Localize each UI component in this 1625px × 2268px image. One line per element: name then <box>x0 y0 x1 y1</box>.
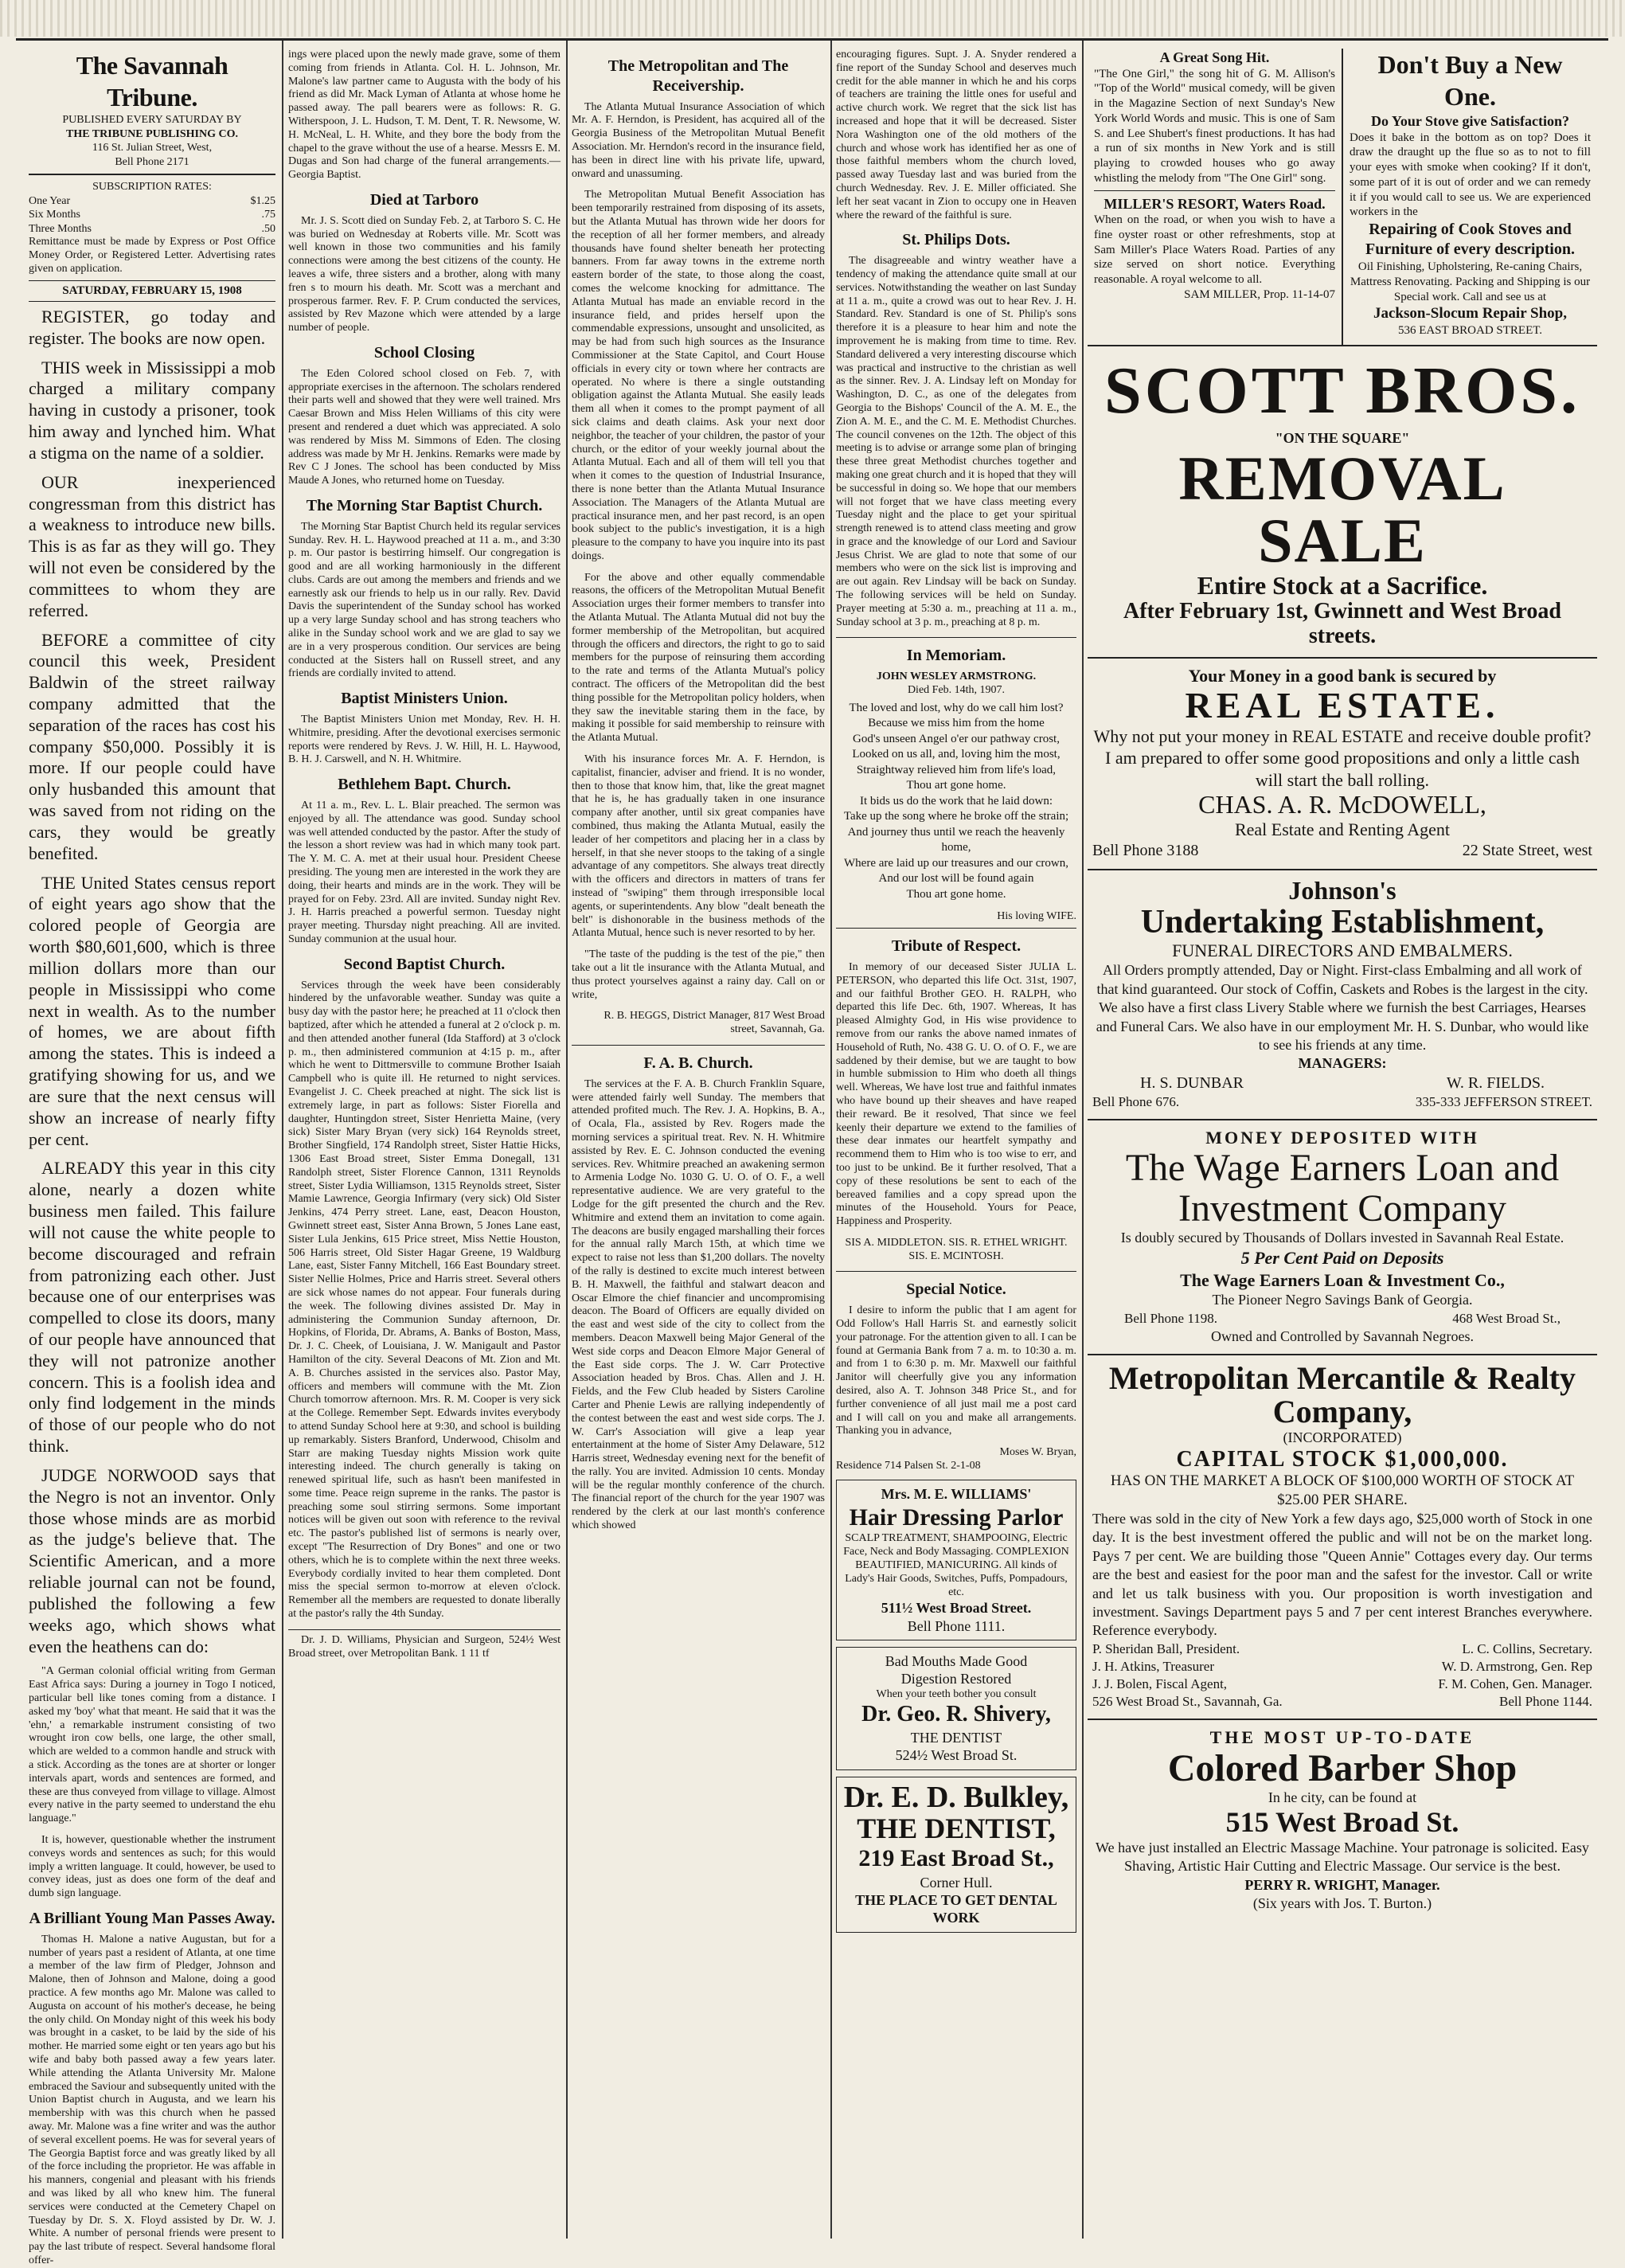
column-insurance <box>572 49 825 2239</box>
article-headline: Second Baptist Church. <box>343 955 506 973</box>
editorial-paragraph: THIS week in Mississippi a mob charged a military company having in custody a prisoner, took him away and lynched him. What a stigma on the name of a soldier. <box>29 357 275 463</box>
ad-capital: CAPITAL STOCK $1,000,000. <box>1176 1446 1509 1472</box>
ad-subhead: THE MOST UP-TO-DATE <box>1209 1727 1475 1748</box>
ad-officer: L. C. Collins, Secretary. <box>1462 1640 1592 1656</box>
ad-officer: W. D. Armstrong, Gen. Rep <box>1441 1658 1592 1674</box>
ad-managers-row <box>1092 1073 1592 1093</box>
rate-row <box>29 208 275 221</box>
ad-address: 536 EAST BROAD STREET. <box>1397 324 1543 337</box>
ad-address: 22 State Street, west <box>1462 841 1592 859</box>
ad-officer: J. J. Bolen, Fiscal Agent, <box>1092 1676 1228 1691</box>
article-headline: In Memoriam. <box>906 647 1006 665</box>
divider <box>29 174 275 175</box>
article-body: Thomas H. Malone a native Augustan, but for a number of years past a resident of Atlanta, at one time a member of the law firm of Pledger, Johnson and Malone, then of Johnson and Malone, doing a good practice. A few months ago Mr. Malone was called to Augusta on account of his mother's decease, he being the only child. On Monday night of this week his body was brought in a casket, to be laid by the side of his mother. He married some eight or ten years ago but his wife and baby both passed away a few years later. While attending the Atlanta University Mr. Malone embraced the Saviour and subsequently united with the Union Baptist church in Augusta, and we learn his membership with was this church when he passed away. Mr. Malone was a fine writer and was the author of several excellent poems. He was for several years of The Georgia Baptist force and was greatly liked by all of the force including the proprietor. He was affable in his manners, congenial and pleasant with his friends and was liked by all who knew him. The funeral services were conducted at the Cemetery Chapel on Tuesday by Dr. S. X. Floyd assisted by Dr. W. J. White. A number of personal friends were present to pay the last tribute of respect. Several handsome floral offer- <box>29 1933 275 2266</box>
rate-label: Three Months <box>29 222 92 235</box>
divider <box>836 1271 1076 1272</box>
ad-phone: Bell Phone 3188 <box>1092 841 1199 859</box>
ad-headline: Undertaking Establishment, <box>1140 903 1545 940</box>
article-body: The Morning Star Baptist Church held its regular services Sunday. Rev. H. L. Haywood preached at 11 a. m., and 3:30 p. m. Our pastor is bestirring himself. Our congregation is good and are all working harmoniously in the different clubs. Cards are out among the members and friends and we earnestly ask our friends to help us in our rally. Rev. David Davis the superintendent of the Sunday school has worked up a very large Sunday school and has strong teachers who alike in the Sunday school work and we are glad to say we are in a very prosperous condition. Our services are being conducted at the Sisters hall on Russell street, and any friends are cordially invited to attend. <box>288 520 561 680</box>
editorial-paragraph: OUR inexperienced congressman from this district has a weakness to introduce new bills. This is as far as they will go. They will not even be considered by the committees to whom they are referred. <box>29 471 275 620</box>
article-headline: School Closing <box>373 343 475 362</box>
quoted-article: "A German colonial official writing from German East Africa says: During a journey in Togo I noticed, particular bell like tones coming from a distance. I asked my 'boy' what that meant. He said that it was the 'ehn,' a remarkable instrument consisting of two wrought iron cow bells, one large, the other small, which are welded to a common handle and struck with a stick. According as the tones are at shorter or longer intervals apart, words and sentences are formed, and these are thus conveyed from village to village. Almost every native in the party seemed to understand the ehu language." <box>29 1665 275 1825</box>
ad-phone: Bell Phone 1144. <box>1499 1693 1592 1709</box>
editorial-paragraph: BEFORE a committee of city council this week, President Baldwin of the street railway company admitted that the separation of the races has cost his company $50,000. Possibly it is more. If our people could have only husbanded this amount that was saved from not riding on the cars, they would be greatly benefited. <box>29 629 275 863</box>
column-advertisements <box>1088 49 1597 2239</box>
dateline: SATURDAY, FEBRUARY 15, 1908 <box>29 280 275 302</box>
memoriam-poem: The loved and lost, why do we call him lost? Because we miss him from the home God's unseen Angel o'er our pathway crost, Looked on us all, and, loving him the most, Straightway relieved him from life's load, Thou art gone home. It bids us do the work that he laid down: Take up the song where he broke off the strain; And journey thus until we reach the heavenly home, Where are laid up our treasures and our crown, And our lost will be found again Thou art gone home. <box>843 701 1069 901</box>
stove-repair-ad <box>1342 49 1597 345</box>
divider <box>288 1629 561 1630</box>
ad-signature: SAM MILLER, Prop. 11-14-07 <box>1184 287 1335 301</box>
ad-subhead: Do Your Stove give Satisfaction? <box>1371 113 1569 129</box>
article-headline: Bethlehem Bapt. Church. <box>338 776 511 794</box>
classified-ad: Dr. J. D. Williams, Physician and Surgeon, 524½ West Broad street, over Metropolitan Bank. 1 11 tf <box>288 1633 561 1660</box>
ad-text: HAS ON THE MARKET A BLOCK OF $100,000 WORTH OF STOCK AT $25.00 PER SHARE. <box>1110 1472 1575 1509</box>
editorial-paragraph: JUDGE NORWOOD says that the Negro is not an inventor. Only those whose minds are as morbid as the judge's believe that. The Scientific American, and a more reliable journal can not be found, published the following a few weeks ago, which shows what even the heathens can do: <box>29 1464 275 1656</box>
masthead: The Savannah Tribune. <box>76 51 229 111</box>
ad-subhead: Entire Stock at a Sacrifice. <box>1197 571 1488 600</box>
article-headline: Baptist Ministers Union. <box>341 690 508 708</box>
ad-headline: A Great Song Hit. <box>1159 49 1270 65</box>
article-body: The Metropolitan Mutual Benefit Association has been temporarily restrained from disposing of its assets, but the Atlanta Mutual has thrown wide her doors for the reception of all her former members, and already thousands have found shelter beneath her protecting banners. From far away towns in the extreme north eastern border of the state, to those along the coast, comes the welcome knocking for admittance. The Atlanta Mutual has made an enviable record in the insurance field, and prides herself upon the commendable expressions, unsought and unsolicited, as may be had from such high sources as the Insurance Commissioner at the State Capitol, and Court House officials in every city or town where her contracts are operated. No where is there a single outstanding obligation against the Atlanta Mutual. She easily leads them all when it comes to the prompt payment of all sick claims and death claims. Ask your next door neighbor, the teacher of your children, the pastor of your church, or the editor of your weekly journal about the Atlanta Mutual. Each and all of them will tell you that when it comes to the question of Industrial Insurance, there is none better than the Atlanta Mutual Insurance Association. The Managers of the Atlanta Mutual are practical insurance men, and her past record, is an open book subject to the public's investigation, it is a high pleasure to the company to have you inquire into its past doings. <box>572 189 825 562</box>
editorial-paragraph: THE United States census report of eight years ago show that the colored people of Georgia are worth $80,601,600, which is three million dollars more than our people in Mississippi who come next in wealth. As to the number of homes, we are about fifth among the states. This is indeed a gratifying showing for us, and we are sure that the next census will show an increase of nearly fifty per cent. <box>29 872 275 1149</box>
dentist-ad <box>836 1647 1076 1770</box>
ad-subhead: MONEY DEPOSITED WITH <box>1205 1127 1479 1148</box>
ad-text: After February 1st, Gwinnett and West Broad streets. <box>1123 599 1561 649</box>
ad-subhead: FUNERAL DIRECTORS AND EMBALMERS. <box>1172 940 1513 960</box>
ad-officer: F. M. Cohen, Gen. Manager. <box>1438 1676 1592 1691</box>
ad-manager: W. R. FIELDS. <box>1446 1073 1545 1092</box>
column-church-notices <box>836 49 1076 2239</box>
rate-label: One Year <box>29 194 71 207</box>
real-estate-ad <box>1088 659 1597 870</box>
article-headline: F. A. B. Church. <box>643 1054 753 1072</box>
ad-headline: REAL ESTATE. <box>1185 685 1500 726</box>
article-body: For the above and other equally commendable reasons, the officers of the Metropolitan Mutual Benefit Association urges their former members to transfer into the Atlanta Mutual. The Atlanta Mutual did not buy the former membership of the Metropolitan, but acquired through the officers and directors, the right to go to said members for the purpose of reinsuring them according to the rate and terms of the Atlanta Mutual's policy contract. The officers of the Metropolitan did the best thing possible for the Metropolitan policy holders, when they saw the inevitable staring them in the face, by making it possible for said membership to reinsure with the Atlanta Mutual. <box>572 571 825 745</box>
ad-phone: Bell Phone 1198. <box>1124 1310 1217 1326</box>
article-headline: St. Philips Dots. <box>902 231 1010 249</box>
article-body: Mr. J. S. Scott died on Sunday Feb. 2, at Tarboro S. C. He was buried on Wednesday at Roberts ville. Mr. Scott was well known in those two communities and his family connections were among the best citizens of the county. He leaves a wife, three sisters and a brother, along with many fren s to mourn his death. Mr. Scott was a merchant and prosperous farmer. Rev. F. P. Crum conducted the services, assisted by Rev Mazone which were attended by a large number of people. <box>288 214 561 334</box>
top-ads-row <box>1088 49 1597 346</box>
rates-table <box>29 194 275 236</box>
ad-contact-row <box>1092 1310 1592 1328</box>
ad-headline: MILLER'S RESORT, Waters Road. <box>1104 195 1326 212</box>
rate-label: Six Months <box>29 209 80 221</box>
hair-parlor-ad <box>836 1480 1076 1640</box>
ad-subhead: Digestion Restored <box>900 1671 1012 1687</box>
rate-price: .75 <box>261 209 275 221</box>
ad-text: When your teeth bother you consult <box>876 1687 1037 1700</box>
ad-headline: Metropolitan Mercantile & Realty Company, <box>1108 1360 1576 1430</box>
publisher-phone: Bell Phone 2171 <box>115 155 189 168</box>
ad-address: 524½ West Broad St. <box>895 1747 1018 1764</box>
ad-officer-row <box>1092 1658 1592 1676</box>
ad-contact-row <box>1092 841 1592 861</box>
article-body: With his insurance forces Mr. A. F. Herndon, is capitalist, financier, adviser and friend. It is no wonder, then to those that know him, that, like the great magnet that he is, he has gradually taken in one insurance company after another, until six great companies have combined, thus making the Atlanta Mutual, easily the leader of her competitors and placing her in a class by herself, in that she never stoops to the taking of a single advantage of any competitors. She always treat directly with the officers and directors in matters of trans fer instead of "swiping" them through irresponsible local agents, or superintendents. Any blow "dealt beneath the belt" is dishonorable in the business methods of the Atlanta Mutual, hence such is never resorted to by her. <box>572 753 825 940</box>
ad-banner: SCOTT BROS. <box>1104 353 1580 428</box>
publisher-company: THE TRIBUNE PUBLISHING CO. <box>65 127 238 140</box>
article-body: Services through the week have been considerably hindered by the unfavorable weather. Sunday was quite a busy day with the pastor here; he preached at 11 o'clock then baptized, after which he attended a funeral at 2 o'clock p. m. and then attended another funeral (Ida Stafford) at 3 o'clock p. m., then administered communion at 4:15 p. m., after which he went to Dittmersville to commune Brother Isaiah Campbell who is quite ill. He returned to night services. Evangelist J. C. Cheek preached at night. The sick list is extremely large, in part as follows: Sister Fiorella and daughter, Huntingdon street, Sister Henrietta Maine, (very sick) Sister Mary Bryan (very sick) 164 Reynolds street, Brother Singfield, 174 Randolph street, Sister Hattie Hicks, 1306 East Broad street, Sister Emma Donegall, 131 Randolph street, Sister Florence Cannon, 1311 Reynolds street, Sister Lydia Williamson, 1315 Reynolds street, Sister Mamie Lawrence, Georgia Infirmary (very sick) Old Sister Jenkins, 474 Perry street. Lane, east, Deacon Houston, Gwinnett street east, Sister Anna Brown, 5 Jones Lane east, Sister Lula Jenkins, 615 Price street, Miss Nettie Houston, 506 Harris street, Old Sister Hagar Greene, 19 Waldburg Lane, east, Sister Fanny Mitchell, 166 East Boundary street. Sister Nellie Holmes, Price and Harris street. Several others are sick whose names do not appear. Four funerals during the week. The following divines assisted Dr. May in administering the Communion Sunday afternoon, Dr. Hopkins, of Florida, Dr. Abrams, A. Banks of Boston, Mass, Dr. J. C. Cheek, of Louisiana, J. W. Manigault and Pastor Hamilton of the city. Several Deacons of Mt. Zion and Mt. A. B. Churches assisted in the services also. Pastor May, officers and members will commune with the Mt. Zion Church tomorrow afternoon. Mrs. R. M. Cooper is very sick at the College. Remember Sept. Edwards invites everybody to attend Sunday School here at 9:30, and school is building up remarkably. Sisters Branford, Underwood, Chisolm and Starr are making Tuesday nights Mission work quite interesting indeed. The church generally is taking on renewed spiritual life, such as hasn't been manifested in some time. Peace reign supreme in the ranks. The pastor is preaching some soul stirring sermons. Some important notices will be given out soon with reference to the revival etc. The pastor's published list of sermons is nearly over, except "The Resurrection of Dry Bones" and one or two others, which he is to complete within the next three weeks. Everybody cordially invited to hear them completed. Dont miss the special sermon to-morrow at eleven o'clock. Remember all the members are requested to donate liberally at the pastor's rally the 4th Sunday. <box>288 979 561 1621</box>
ad-text: In he city, can be found at <box>1268 1789 1417 1805</box>
column-rule <box>282 41 283 2239</box>
ad-name: Dr. E. D. Bulkley, <box>843 1780 1069 1814</box>
rates-title: SUBSCRIPTION RATES: <box>92 181 212 194</box>
ad-owner: Mrs. M. E. WILLIAMS' <box>881 1485 1032 1502</box>
divider <box>572 1045 825 1046</box>
ad-rate: 5 Per Cent Paid on Deposits <box>1240 1248 1444 1269</box>
column-news <box>288 49 561 2239</box>
ad-title: THE DENTIST <box>910 1730 1002 1746</box>
article-continuation: encouraging figures. Supt. J. A. Snyder rendered a fine report of the Sunday School and deserves much credit for the able manner in which he and his corps of teachers are training the little ones for useful and active church work. We regret that the sick list has increased and hope that it will be decreased. Sister Nora Washington one of the old mothers of the church and whose work has identified her as one of those faithful members whom the church loved, passed away Tuesday last and was buried from the church Wednesday. Rev. J. E. Miller officiated. She left her seat vacant in Zion to occupy one in Heaven where the reward of the faithful is sure. <box>836 49 1076 221</box>
ad-headline: Hair Dressing Parlor <box>849 1504 1064 1531</box>
article-headline: Died at Tarboro <box>369 190 479 209</box>
ad-headline: Bad Mouths Made Good <box>885 1652 1028 1669</box>
article-body: The Eden Colored school closed on Feb. 7, with appropriate exercises in the afternoon. The scholars rendered their parts well and showed that they were well trained. Mrs Caesar Brown and Miss Helen Williams of this city were present and rendered a duet which was appreciated. A solo was rendered by Miss M. Simmons of Eden. The closing address was made by Mr H. Jenkins. Remarks were made by Rev C J Jones. The school has been conducted by Miss Maude A Jones, who returned home on Tuesday. <box>288 367 561 487</box>
article-headline: A Brilliant Young Man Passes Away. <box>29 1909 275 1927</box>
rate-row <box>29 194 275 208</box>
newspaper-page <box>16 38 1608 2266</box>
torn-page-edge <box>0 0 1625 37</box>
ad-headline: Colored Barber Shop <box>1167 1746 1518 1789</box>
column-rule <box>566 41 568 2239</box>
article-body: I desire to inform the public that I am agent for Odd Follow's Hall Harris St. and earnestly solicit your patronage. For the attention given to all. I can be found at Germania Bank from 7 a. m. to 10:30 a. m. and from 1 to 6:30 p. m. Mr. Maxwell our faithful Janitor will cheerfully give you any information desired, also A. T. Johnson 348 Price St., and for further convenience of all just mail me a post card and I will call on you and make all arrangements. Thanking you in advance, <box>836 1304 1076 1437</box>
editorial-paragraph: ALREADY this year in this city alone, nearly a dozen white business men failed. This failure will not cause the white people to become discouraged and refrain from patronizing each other. Just because one of our enterprises was compelled to close its doors, many of our people have announced that they will not patronize another concern. This is a foolish idea and only find lodgement in the minds of those of our people who do not think. <box>29 1158 275 1457</box>
ad-text: Owned and Controlled by Savannah Negroes. <box>1211 1328 1474 1344</box>
article-body: The Baptist Ministers Union met Monday, Rev. H. H. Whitmire, presiding. After the devotional exercises sermonic reports were rendered by Revs. J. W. Hill, H. L. Haywood, B. H. J. Carswell, and N. H. Whitmire. <box>288 714 561 766</box>
memoriam-date: Died Feb. 14th, 1907. <box>907 684 1006 697</box>
ad-text: We have just installed an Electric Massage Machine. Your patronage is solicited. Easy Shaving, Artistic Hair Cutting and Electric Massage. Our service is the best. <box>1096 1839 1589 1875</box>
ad-note: (Six years with Jos. T. Burton.) <box>1252 1895 1432 1912</box>
wage-earners-bank-ad <box>1088 1120 1597 1356</box>
article-headline: The Metropolitan and The Receivership. <box>607 57 789 95</box>
article-headline: The Morning Star Baptist Church. <box>306 496 543 514</box>
memoriam-signature: His loving WIFE. <box>997 910 1076 923</box>
memoriam-name: JOHN WESLEY ARMSTRONG. <box>876 671 1037 683</box>
ad-title: THE DENTIST, <box>857 1812 1056 1844</box>
article-headline: Tribute of Respect. <box>891 937 1021 956</box>
divider <box>836 928 1076 929</box>
ad-text: Oil Finishing, Upholstering, Re-caning Chairs, Mattress Renovating. Packing and Shipping is our Special work. Call and see us at <box>1350 260 1591 303</box>
ad-text: Why not put your money in REAL ESTATE and receive double profit? I am prepared to offer some good propositions and only a little cash will start the ball rolling. <box>1093 725 1592 790</box>
ad-text: Does it bake in the bottom as on top? Does it draw the draught up the flue so as to not to fill your eyes with smoke when cooking? If it don't, some part of it is out of order and we can remedy it if you would call to see us. We are experienced workers in the <box>1350 131 1591 219</box>
ad-contact-row <box>1092 1093 1592 1111</box>
ad-name: The Wage Earners Loan & Investment Co., <box>1180 1269 1505 1290</box>
ad-name: CHAS. A. R. McDOWELL, <box>1198 790 1486 819</box>
ad-address: 526 West Broad St., Savannah, Ga. <box>1092 1693 1283 1709</box>
ad-address: 468 West Broad St., <box>1452 1310 1561 1326</box>
ad-text: Is doubly secured by Thousands of Dollars invested in Savannah Real Estate. <box>1120 1230 1564 1245</box>
article-continuation: ings were placed upon the newly made grave, some of them coming from friends in Atlanta. Col. H. L. Johnson, Mr. Malone's law partner came to Augusta with the body of his friend as did Mr. Mack Lyman of Atlanta at whose home he passed away. The pall bearers were as follows: R. G. Witherspoon, J. L. Hudson, T. M. Dent, T. R. Newsome, W. H. McNeal, L. H. White, and they bore the body from the chapel to the grave without the use of a hearse. Messrs E. M. Dugas and Son had charge of the funeral arrangements.—Georgia Baptist. <box>288 49 561 182</box>
ad-corner: Corner Hull. <box>920 1874 993 1891</box>
column-rule <box>1082 41 1084 2239</box>
rate-price: .50 <box>261 222 275 235</box>
article-body: The Atlanta Mutual Insurance Association of which Mr. A. F. Herndon, is President, has acquired all of the Georgia Business of the Metropolitan Mutual Benefit Association. Mr. Herndon's record in the insurance field, has been in direct line with his private life, upward, onward and unassuming. <box>572 100 825 180</box>
ad-subhead: (INCORPORATED) <box>1283 1429 1402 1446</box>
article-headline: Special Notice. <box>906 1281 1006 1299</box>
ad-headline: Don't Buy a New One. <box>1377 50 1563 111</box>
ad-address: 515 West Broad St. <box>1225 1806 1459 1839</box>
ad-services: Repairing of Cook Stoves and Furniture of every description. <box>1365 221 1575 258</box>
ad-phone: Bell Phone 1111. <box>907 1617 1006 1634</box>
ad-name: Dr. Geo. R. Shivery, <box>861 1702 1051 1727</box>
ad-headline: The Wage Earners Loan and Investment Company <box>1125 1147 1560 1230</box>
removal-sale-ad <box>1088 346 1597 659</box>
rates-note: Remittance must be made by Express or Post Office Money Order, or Registered Letter. Advertising rates given on application. <box>29 235 275 275</box>
ad-text: When on the road, or when you wish to have a fine oyster roast or other refreshments, stop at Sam Miller's Place Waters Road. Parties of any size served on short notice. Everything reasonable. A royal welcome to all. <box>1094 213 1335 286</box>
column-rule <box>830 41 832 2239</box>
rate-price: $1.25 <box>250 194 275 207</box>
rate-row <box>29 222 275 236</box>
ad-headline: Johnson's <box>1288 875 1396 905</box>
ad-officer-row <box>1092 1676 1592 1693</box>
ad-text: The Pioneer Negro Savings Bank of Georgia. <box>1212 1292 1473 1308</box>
article-body: At 11 a. m., Rev. L. L. Blair preached. The sermon was enjoyed by all. The attendance was good. Sunday school was well attended conducted by the pastor. After the study of the lesson a short review was had in which many took part. The Y. M. C. A. met at their usual hour. President Cheese presiding. The young men are interested in the work they are doing, their hearts and minds are in the work. They will be prayed for on Feby. 23rd. All are invited. Sunday night Rev. J. H. Harris preached a powerful sermon. Tuesday night prayer meeting. Thursday night preaching. All are invited. Sunday communion at the usual hour. <box>288 800 561 946</box>
ad-text: There was sold in the city of New York a few days ago, $25,000 worth of Stock in one day. It is the best investment offered the public and will not be on the market long. Pays 7 per cent. We are building those "Queen Annie" Cottages every day. Our terms are the best and easiest for the poor man and the safest for the investor. Call or write and let us talk business with you. Our proposition is worth investigation and investment. Savings Department pays 5 and 7 per cent interest Branches everywhere. Reference everybody. <box>1092 1510 1592 1639</box>
ad-subhead: Your Money in a good bank is secured by <box>1188 665 1497 686</box>
ad-text: All Orders promptly attended, Day or Night. First-class Embalming and all work of that kind guaranteed. Our stock of Coffin, Caskets and Robes is the largest in the city. We also have a first class Livery Stable where we furnish the best Carriages, Hearses and Funeral Cars. We also have in our employment Mr. H. S. Dunbar, who would like to see his friends at any time. <box>1096 962 1589 1054</box>
article-signature: R. B. HEGGS, District Manager, 817 West Broad street, Savannah, Ga. <box>604 1010 825 1036</box>
article-body: The services at the F. A. B. Church Franklin Square, were attended fairly well Sunday. The members that attended profited much. The Rev. J. A. Hopkins, B. A., of Ocala, Fla., assisted by Rev. Rogers made the morning services a spiritual treat. Rev. N. H. Whitmire assisted by Rev. E. C. Johnson conducted the evening services. Rev. Whitmire preached an awakening sermon to Armenia Lodge No. 1030 G. U. O. of O. F., a well representative audience. We are very grateful to the Lodge for the gift presented the church and the Rev. Whitmire and extend them an invitation to come again. The deacons are busily engaged marshalling their forces for the annual rally March 15th, at which time we expect to raise not less than $1,200 dollars. The novelty of the rally is destined to excite much interest between B. H. Maxwell, the faithful and stalwart deacon and Oscar Elmore the chief financier and uncompromising deacon. The Board of Officers are equally divided on the east and west side of the city to collect from the members. Deacon Maxwell being Major General of the West side corps and Deacon Elmore Major General of the East side corps. The J. W. Carr Protective Association headed by Bros. Chas. Allen and J. H. Fields, and the Few Club headed by Sisters Caroline Carter and Phenie Lewis are rallying independently of the contest between the east and west side corps. The J. W. Carr's Association will give a leap year entertainment at the home of Sister Amy Delaware, 512 Harris street, Wednesday evening next for the benefit of the rally. You are invited. Admission 10 cents. Monday will be the regular monthly conference of the church. The financial report of the church for the year 1907 was rendered by the clerk at our last month's conference which showed <box>572 1077 825 1532</box>
barber-shop-ad <box>1088 1720 1597 1921</box>
article-signature: Moses W. Bryan, <box>999 1446 1076 1459</box>
article-body: "The taste of the pudding is the test of the pie," then take out a lit tle insurance with the Atlanta Mutual, and thus protect yourselves against a rainy day. Call on or write, <box>572 948 825 1001</box>
editorial-paragraph: REGISTER, go today and register. The books are now open. <box>29 306 275 348</box>
ad-address: 335-333 JEFFERSON STREET. <box>1415 1093 1592 1109</box>
ad-officer-row <box>1092 1640 1592 1658</box>
ad-text: "The One Girl," the song hit of G. M. Allison's "Top of the World" musical comedy, will be given in the Magazine Section of next Sunday's New York World Words and music. This is one of Sam S. and Lee Shubert's finest productions. It has had a run of six months in New York and is still playing to crowded houses who go away whistling the melody from "The One Girl" song. <box>1094 67 1335 185</box>
quoted-article: It is, however, questionable whether the instrument conveys words and sentences as such; for this would imply a written language. It could, however, be used to convey ideas, just as does one form of the deaf and dumb sign language. <box>29 1833 275 1900</box>
ad-address: 219 East Broad St., <box>858 1845 1054 1872</box>
article-body: In memory of our deceased Sister JULIA L. PETERSON, who departed this life Oct. 31st, 1907, and our faithful Brother GEO. H. RALPH, who departed this life Dec. 6th, 1907. Whereas, It has pleased Almighty God, in His wise providence to remove from our ranks the above named inmates of Household of Ruth, No. 438 G. U. O. of O. F., we are saddened by their demise, but we are taught to bow in humble submission to Him who doeth all things well. Whereas, We have lost true and faithful inmates who have bound up their sheaves and have reaped their reward. Be it resolved, That since we feel keenly their departure we extend to the families of these dear inmates our heartfelt sympathy and recommend them to Him who is too wise to err, and too just to be unkind. Be it further resolved, That a copy of these resolutions be sent to each of the bereaved families and a copy spread upon the minutes of the Household. Yours for Peace, Happiness and Prosperity. <box>836 960 1076 1228</box>
ad-phone: Bell Phone 676. <box>1092 1093 1180 1109</box>
ad-address: 511½ West Broad Street. <box>881 1600 1032 1617</box>
ad-role: Real Estate and Renting Agent <box>1234 819 1451 840</box>
metropolitan-realty-ad <box>1088 1355 1597 1720</box>
ad-name: Jackson-Slocum Repair Shop, <box>1373 305 1567 323</box>
ad-manager: H. S. DUNBAR <box>1140 1073 1244 1092</box>
ad-subhead: "ON THE SQUARE" <box>1275 429 1410 446</box>
song-notice <box>1088 49 1342 345</box>
undertaker-ad <box>1088 870 1597 1120</box>
ad-managers-label: MANAGERS: <box>1298 1055 1387 1072</box>
ad-officer-row <box>1092 1693 1592 1711</box>
divider <box>836 637 1076 638</box>
ad-tagline: THE PLACE TO GET DENTAL WORK <box>855 1891 1057 1926</box>
publisher-address: 116 St. Julian Street, West, <box>92 142 213 154</box>
ad-services: SCALP TREATMENT, SHAMPOOING, Electric Face, Neck and Body Massaging. COMPLEXION BEAUTIFIED, MANICURING. All kinds of Lady's Hair Goods, Switches, Puffs, Pompadours, etc. <box>843 1532 1069 1598</box>
dentist-ad <box>836 1777 1076 1933</box>
ad-headline: REMOVAL SALE <box>1178 444 1506 576</box>
article-signature: SIS A. MIDDLETON. SIS. R. ETHEL WRIGHT. SIS. E. MCINTOSH. <box>845 1236 1068 1262</box>
ad-officer: P. Sheridan Ball, President. <box>1092 1640 1240 1656</box>
ad-manager: PERRY R. WRIGHT, Manager. <box>1244 1876 1440 1893</box>
article-body: The disagreeable and wintry weather have a tendency of making the attendance quite small at our services. Notwithstanding the weather on last Sunday at 11 a. m., quite a crowd was out to hear Rev. J. H. Standard. Rev. Standard is one of St. Philip's sons therefore it is a pleasure to hear him and note the improvement he is making from time to time. Rev. Standard delivered a very interesting discourse which was practical and instructive to the christian as well as the sinner. Rev. J. A. Lindsay left on Monday for Washington, D. C., as one of the delegates from Georgia to the Bishops' Council of the A. M. E., the Zion A. M. E., and the C. M. E. Methodist Churches. The council convenes on the 12th. The object of this meeting is to advise or arrange some plan of bringing these three great Methodist churches together and making one great church and it is hoped that they will be successful in doing so. We hope that our members will not forget that we have class meeting every Tuesday night and the place to get your spiritual strength renewed is to attend class meeting and grow in grace and the knowledge of our Lord and Saviour Jesus Christ. We are glad to note that some of our members who were on the sick list is improving and are out again. Rev Lindsay will be back on Sunday. The following services will be held on Sunday. Prayer meeting at 5:30 a. m., preaching at 11 a. m., Sunday school at 3 p. m., preaching at 8 p. m. <box>836 255 1076 628</box>
article-residence: Residence 714 Palsen St. 2-1-08 <box>836 1460 981 1472</box>
publisher-line: PUBLISHED EVERY SATURDAY BY <box>62 114 242 127</box>
divider <box>1094 190 1335 191</box>
column-editorial <box>29 49 275 2266</box>
ad-officer: J. H. Atkins, Treasurer <box>1092 1658 1215 1674</box>
